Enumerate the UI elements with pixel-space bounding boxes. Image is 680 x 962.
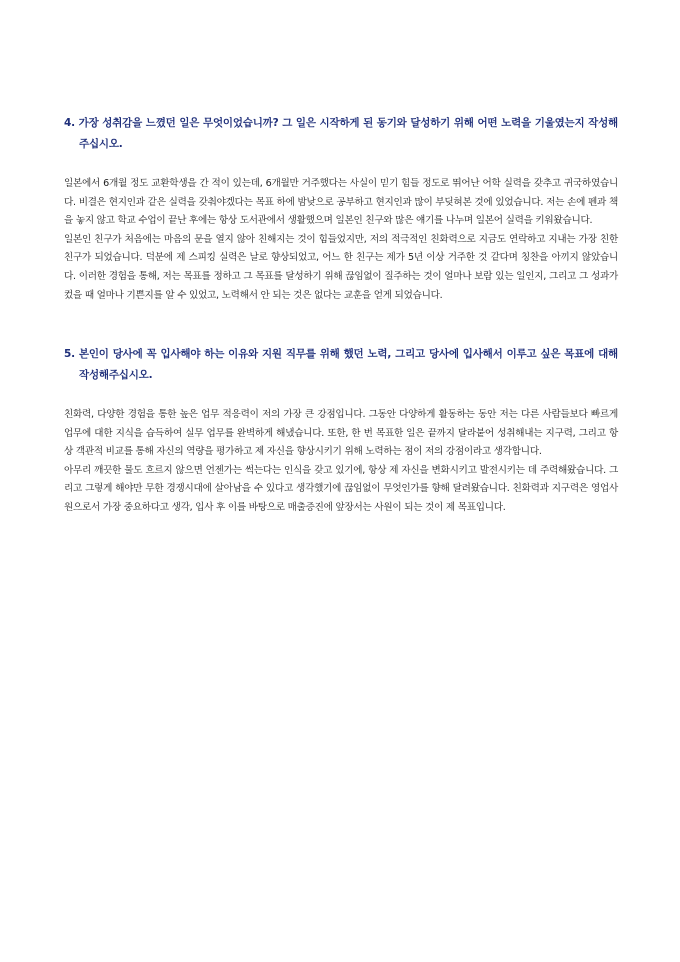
answer-paragraph: 일본에서 6개월 정도 교환학생을 간 적이 있는데, 6개월만 거주했다는 사실이 믿기 힘들 정도로 뛰어난 어학 실력을 갖추고 귀국하였습니다. 비결은 현지인과 같은 실력을 갖춰야겠다는 목표 하에 밤낮으로 공부하고 현지인과 많이 부딪혀본 것에 있었습니다. 저는 손에 펜과 책을 놓지 않고 학교 수업이 끝난 후에는 항상 도서관에서 생활했으며 일본인 친구와 많은 얘기를 나누며 일본어 실력을 키워왔습니다.	[64, 178, 618, 227]
answer-body	[64, 406, 618, 518]
answer-paragraph: 친화력, 다양한 경험을 통한 높은 업무 적응력이 저의 가장 큰 강점입니다. 그동안 다양하게 활동하는 동안 저는 다른 사람들보다 빠르게 업무에 대한 지식을 습득하여 실무 업무를 완벽하게 해냈습니다. 또한, 한 번 목표한 일은 끝까지 달라붙어 성취해내는 지구력, 그리고 항상 객관적 비교를 통해 자신의 역량을 평가하고 제 자신을 향상시키기 위해 노력하는 점이 저의 강점이라고 생각합니다.	[64, 409, 618, 458]
answer-paragraph: 아무리 깨끗한 물도 흐르지 않으면 언젠가는 썩는다는 인식을 갖고 있기에, 항상 제 자신을 변화시키고 발전시키는 데 주력해왔습니다. 그리고 그렇게 해야만 무한 경쟁시대에 살아남을 수 있다고 생각했기에 끊임없이 무엇인가를 향해 달려왔습니다. 친화력과 지구력은 영업사원으로서 가장 중요하다고 생각, 입사 후 이를 바탕으로 매출증진에 앞장서는 사원이 되는 것이 제 목표입니다.	[64, 464, 618, 513]
question-section-5	[64, 344, 618, 518]
answer-paragraph: 일본인 친구가 처음에는 마음의 문을 열지 않아 친해지는 것이 힘들었지만, 저의 적극적인 친화력으로 지금도 연락하고 지내는 가장 친한 친구가 되었습니다. 덕분에 제 스피킹 실력은 날로 향상되었고, 어느 한 친구는 제가 5년 이상 거주한 것 같다며 칭찬을 아끼지 않았습니다. 이러한 경험을 통해, 저는 목표를 정하고 그 목표를 달성하기 위해 끊임없이 질주하는 것이 얼마나 보람 있는 일인지, 그리고 그 성과가 컸을 때 얼마나 기쁜지를 알 수 있었고, 노력해서 안 되는 것은 없다는 교훈을 얻게 되었습니다.	[64, 233, 618, 301]
question-section-4	[64, 113, 618, 305]
answer-body	[64, 175, 618, 305]
question-heading: 4. 가장 성취감을 느꼈던 일은 무엇이었습니까? 그 일은 시작하게 된 동기와 달성하기 위해 어떤 노력을 기울였는지 작성해 주십시오.	[64, 117, 618, 150]
question-heading: 5. 본인이 당사에 꼭 입사해야 하는 이유와 지원 직무를 위해 했던 노력, 그리고 당사에 입사해서 이루고 싶은 목표에 대해 작성해주십시오.	[64, 348, 618, 381]
